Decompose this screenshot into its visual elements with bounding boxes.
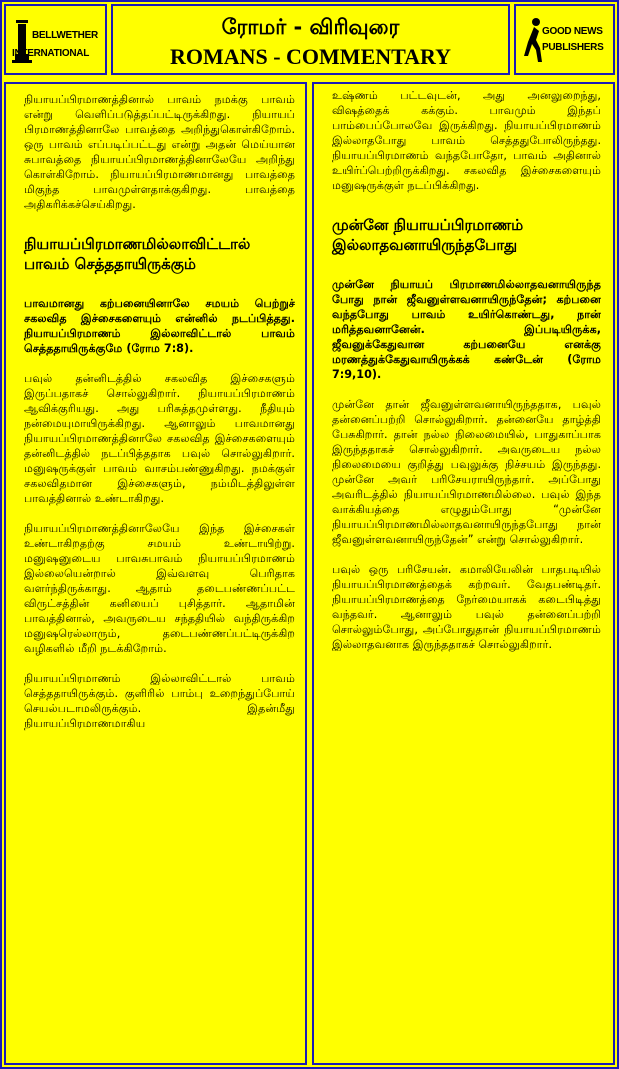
runner-figure-icon [522,16,544,66]
left-paragraph-2: பவுல் தன்னிடத்தில் சகலவித இச்சைகளும் இருப்பதாகச் சொல்லுகிறார். நியாயப்பிரமாணம் ஆவிக்குரியது. அது பரிசுத்தமுள்ளது. நீதியும் நன்மையுமாயிருக்கிறது. ஆனாலும் பாவமானது நியாயப்பிரமாணத்தினாலே சகலவித இச்சைகளையும் தன்னிடத்தில் நடப்பித்ததாக பவுல் சொல்லுகிறார். மனுஷருக்குள் பாவம் வாசம்பண்ணுகிறது. நமக்குள் சகலவிதமான இச்சைகளும், நம்மிடத்திலுள்ள பாவத்தினால் உண்டாகிறது. [24,372,295,505]
right-verse-1: முன்னே நியாயப் பிரமாணமில்லாதவனாயிருந்த போது நான் ஜீவனுள்ளவனாயிருந்தேன்; கற்பனை வந்தபோது பாவம் உயிர்கொண்டது, நான் மரித்தவனானேன். இப்படியிருக்க, ஜீவனுக்கேதுவான கற்பனையே எனக்கு மரணத்துக்கேதுவாயிருக்கக் கண்டேன் (ரோம 7:9,10). [332,278,601,381]
good-news-logo-box [514,4,615,75]
left-paragraph-4: நியாயப்பிரமாணம் இல்லாவிட்டால் பாவம் செத்ததாயிருக்கும். குளிரில் பாம்பு உறைந்துப்போய் செயல்படாமலிருக்கும். இதன்மீது நியாயப்பிரமாணமாகிய [24,672,295,730]
left-column [4,82,307,1065]
title-box [111,4,510,75]
right-column [312,82,615,1065]
good-news-logo-line1: GOOD NEWS [542,26,603,37]
bellwether-logo-line2: INTERNATIONAL [12,48,90,59]
good-news-logo-line2: PUBLISHERS [542,42,604,53]
title-english: ROMANS - COMMENTARY [169,44,452,69]
header [2,2,617,79]
bellwether-logo-box [4,4,107,75]
bellwether-logo [12,16,102,71]
left-paragraph-3: நியாயப்பிரமாணத்தினாலேயே இந்த இச்சைகள் உண்டாகிறதற்கு சமயம் உண்டாயிற்று. மனுஷனுடைய பாவசுபாவம் நியாயப்பிரமாணம் இல்லையென்றால் இவ்வளவு பெரிதாக வளர்ந்திருக்காது. ஆதாம் தடைபண்ணப்பட்ட விருட்சத்தின் கனியைப் புசித்தார். ஆதாமின் பாவத்தினால், அவருடைய சந்ததியில் வந்திருக்கிற மனுஷரெல்லாரும், தடைபண்ணப்பட்டிருக்கிற வழிகளில் மீறி நடக்கிறோம். [24,522,295,655]
left-heading-1: நியாயப்பிரமாணமில்லாவிட்டால் பாவம் செத்ததாயிருக்கும் [24,235,251,273]
right-paragraph-3: பவுல் ஒரு பரிசேயன். கமாலியேலின் பாதபடியில் நியாயப்பிரமாணத்தைக் கற்றவர். வேதபண்டிதர். நியாயப்பிரமாணத்தை நேர்மையாகக் கடைபிடித்து வந்தவர். ஆனாலும் பவுல் தன்னைப்பற்றி சொல்லும்போது, அப்போதுதான் நியாயப்பிரமாணம் இல்லாதவனாக இருந்ததாகச் சொல்லுகிறார். [332,563,601,651]
right-paragraph-2: முன்னே தான் ஜீவனுள்ளவனாயிருந்ததாக, பவுல் தன்னைப்பற்றி சொல்லுகிறார். தன்னையே தாழ்த்தி பேசுகிறார். தான் நல்ல நிலைமையில், பாதுகாப்பாக இருந்ததாகச் சொல்லுகிறார். அவருடைய நல்ல நிலைமையை குறித்து பவுலுக்கு நிச்சயம் இருந்தது. முன்னே அவர் பரிசேயராயிருந்தார். அப்போது அவரிடத்தில் நியாயப்பிரமாணமில்லை. பவுல் இந்த வாக்கியத்தை எழுதும்போது “முன்னே நியாயப்பிரமாணமில்லாதவனாயிருந்தபோது நான் ஜீவனுள்ளவனாயிருந்தேன்” என்று சொல்லுகிறார். [332,398,601,546]
bellwether-logo-line1: BELLWETHER [32,30,98,41]
left-paragraph-1: நியாயப்பிரமாணத்தினால் பாவம் நமக்கு பாவம் என்று வெளிப்படுத்தப்பட்டிருக்கிறது. நியாயப் பிரமாணத்தினாலே பாவத்தை அறிந்துகொள்கிறோம். ஒரு பாவம் எப்படிப்பட்டது என்று அதன் மெய்யான சுபாவத்தை நியாயப்பிரமாணத்தினாலேயே அறிந்து கொள்கிறோம். நியாயப்பிரமாணமானது பாவத்தை மிகுந்த பாவமுள்ளதாக்குகிறது. பாவத்தை அதிகரிக்கச்செய்கிறது. [24,93,295,211]
right-paragraph-1: உஷ்ணம் பட்டவுடன், அது அனலுறைந்து, விஷத்தைக் கக்கும். பாவமும் இந்தப் பாம்பைப்போலவே இருக்கிறது. நியாயப்பிரமாணம் இல்லாதபோது பாவம் செத்ததுபோலிருந்தது. நியாயப்பிரமாணம் வந்தபோதோ, பாவம் அதினால் உயிர்ப்பெற்றிருக்கிறது. சகலவித இச்சைகளையும் மனுஷருக்குள் நடப்பிக்கிறது. [332,89,601,192]
left-verse-1: பாவமானது கற்பனையினாலே சமயம் பெற்றுச் சகலவித இச்சைகளையும் என்னில் நடப்பித்தது. நியாயப்பிரமாணம் இல்லாவிட்டால் பாவம் செத்ததாயிருக்குமே (ரோம 7:8). [24,297,295,355]
title-tamil: ரோமர் - விரிவுரை [221,15,400,39]
good-news-logo [522,16,612,71]
right-heading-1: முன்னே நியாயப்பிரமாணம் இல்லாதவனாயிருந்தபோது [332,216,524,254]
